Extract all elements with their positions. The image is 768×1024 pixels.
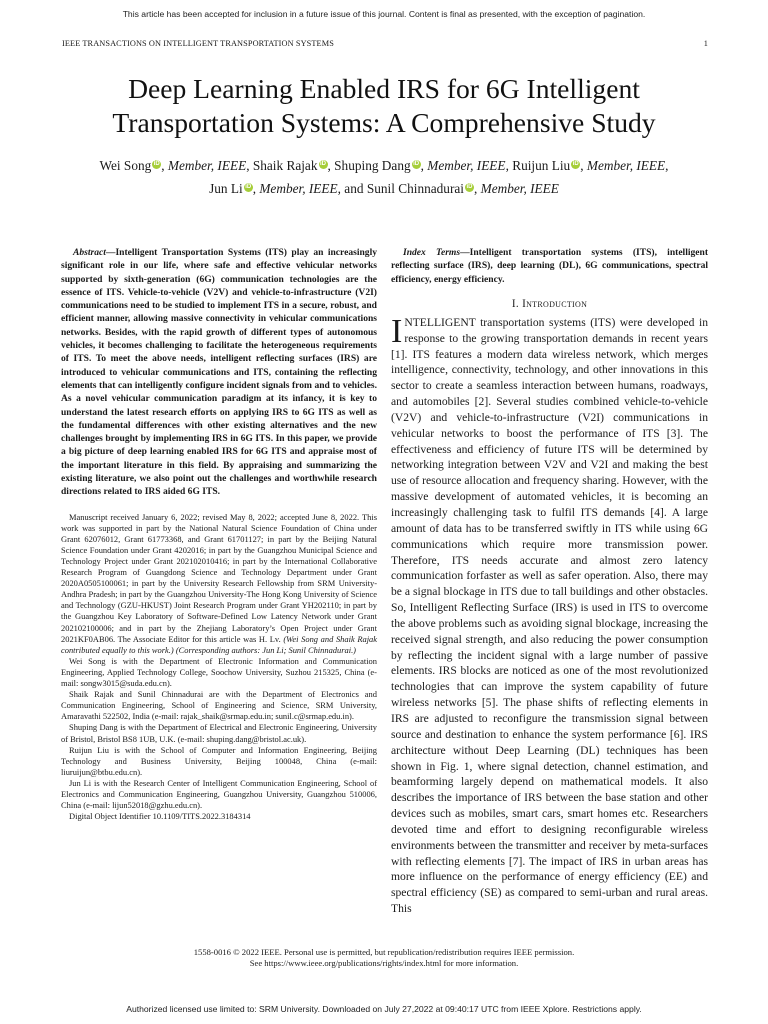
abstract-text: Intelligent Transportation Systems (ITS) play an increasingly significant role in our life, where safe and effective vehicular networks supported by sixth-generation (6G) communication technologies are the essence of ITS. Vehicle-to-vehicle (V2V) and vehicle-to-infrastructure (V2I) communications need to be studied to implement ITS in a secure, robust, and efficient manner, allowing massive connectivity in vehicular communications networks. Besides, with the rapid growth of different types of autonomous vehicles, it becomes challenging to facilitate the heterogeneous requirements of ITS. To meet the above needs, intelligent reflecting surfaces (IRS) are introduced to vehicular communications and ITS, containing the reflecting elements that can intelligently configure incident signals from and to vehicles. As a novel vehicular communication paradigm at its infancy, it is key to understand the latest research efforts on applying IRS to 6G ITS as well as the fundamental differences with other existing alternatives and the new challenges brought by implementing IRS in 6G ITS. In this paper, we provide a big picture of deep learning enabled IRS for 6G ITS and appraise most of the important literature in this field. By appraising and summarizing the existing literature, we also point out the challenges and worthwhile research directions related to IRS aided 6G ITS. — [61, 247, 377, 498]
journal-name: IEEE TRANSACTIONS ON INTELLIGENT TRANSPORTATION SYSTEMS — [62, 39, 334, 48]
affiliation-song: Wei Song is with the Department of Electronic Information and Communication Engineering, Applied Technology College, Soochow University, Suzhou 215325, China (e-mail: songw3015@suda.edu.cn). — [61, 655, 377, 689]
manuscript-text: Manuscript received January 6, 2022; revised May 8, 2022; accepted June 8, 2022. This work was supported in part by the National Natural Science Foundation of China under Grant 62076012, Grant 61773368, and Grant 61701127; in part by the Beijing Natural Science Foundation under Grant 4202016; in part by the Guangzhou Municipal Science and Technology Project under Grant 202102010416; in part by the International Collaborative Research Program of Guangdong Science and Technology Department under Grant 2020A0505100061; in part by the University Research Fellowship from SRM University-Andhra Pradesh; in part by the Guangzhou University-The Hong Kong University of Science and Technology (GZU-HKUST) Joint Research Program under Grant YH202110; in part by the Guangzhou Key Laboratory of Software-Defined Low Latency Network under Grant 202102100006; and in part by the Zhejiang Laboratory’s Open Project under Grant 2021KF0AB06. The Associate Editor for this article was H. Lv. — [61, 511, 377, 644]
section-title: Introduction — [522, 297, 588, 310]
affiliation-li: Jun Li is with the Research Center of Intelligent Communication Engineering, School of Electronics and Communication Engineering, Guangzhou University, Guangzhou 510006, China (e-mail: lijun52018@gzhu.edu.cn). — [61, 777, 377, 811]
index-terms-text: Intelligent transportation systems (ITS), intelligent reflecting surface (IRS), deep learning (DL), 6G communications, spectral efficiency, energy efficiency. — [391, 247, 709, 285]
author-name: Shuping Dang — [334, 158, 411, 173]
author-affiliation: Member, IEEE — [586, 158, 666, 173]
index-terms-label: Index Terms — [403, 247, 461, 258]
orcid-icon[interactable]: iD — [466, 183, 473, 190]
page-number: 1 — [703, 39, 708, 48]
acceptance-notice: This article has been accepted for inclusion in a future issue of this journal. Content is final as presented, with the exception of pagination. — [122, 9, 646, 19]
index-terms: Index Terms—Intelligent transportation systems (ITS), intelligent reflecting surface (IRS), deep learning (DL), 6G communications, spectral efficiency, energy efficiency. — [391, 247, 709, 285]
title-line-1: Deep Learning Enabled IRS for 6G Intelligent — [128, 73, 640, 104]
abstract: Abstract—Intelligent Transportation Systems (ITS) play an increasingly significant role in our life, where safe and effective vehicular networks supported by sixth-generation (6G) communication technologies are the essence of ITS. Vehicle-to-vehicle (V2V) and vehicle-to-infrastructure (V2I) communications need to be studied to implement ITS in a secure, robust, and efficient manner, allowing massive connectivity in vehicular communications networks. Besides, with the rapid growth of different types of autonomous vehicles, it becomes challenging to facilitate the heterogeneous requirements of ITS. To meet the above needs, intelligent reflecting surfaces (IRS) are introduced to vehicular communications and ITS, containing the reflecting elements that can intelligently configure incident signals from and to vehicles. As a novel vehicular communication paradigm at its infancy, it is key to understand the latest research efforts on applying IRS to 6G ITS as well as the fundamental differences with other existing alternatives and the new challenges brought by implementing IRS in 6G ITS. In this paper, we provide a big picture of deep learning enabled IRS for 6G ITS and appraise most of the important literature in this field. By appraising and summarizing the existing literature, we also point out the challenges and worthwhile research directions related to IRS aided 6G ITS. — [61, 247, 377, 498]
affiliation-rajak: Shaik Rajak and Sunil Chinnadurai are with the Department of Electronics and Communication Engineering, School of Engineering and Science, SRM University, Amaravathi 522502, India (e-mail: rajak_shaik@srmap.edu.in; sunil.c@srmap.edu.in). — [61, 689, 377, 722]
manuscript-italic-note: (Wei Song and Shaik Rajak contributed equally to this work.) (Corresponding authors: Jun Li; Sunil Chinnadurai.) — [61, 633, 378, 655]
copyright-line-1: 1558-0016 © 2022 IEEE. Personal use is permitted, but republication/redistribution requires IEEE permission. — [193, 947, 575, 957]
copyright-line-2[interactable]: See https://www.ieee.org/publications/rights/index.html for more information. — [249, 958, 519, 968]
introduction-paragraph — [391, 312, 708, 917]
drop-cap: I — [391, 312, 403, 350]
left-column — [61, 246, 377, 822]
license-notice: Authorized licensed use limited to: SRM University. Downloaded on July 27,2022 at 09:40:17 UTC from IEEE Xplore. Restrictions apply. — [126, 1004, 642, 1014]
author-name: Wei Song — [99, 158, 152, 173]
abstract-label: Abstract — [73, 247, 106, 258]
author-list: Wei Song iD , Member, IEEE, Shaik Rajak iD , Shuping Dang iD , Member, IEEE, Ruijun Liu iD , Member, IEEE, Jun Li iD , Member, IEEE, and Sunil Chinnadurai iD , Member, IEEE — [99, 158, 669, 196]
footnotes — [61, 512, 377, 823]
author-affiliation: Member, IEEE — [427, 158, 506, 173]
manuscript-note — [61, 512, 377, 656]
running-head — [62, 39, 708, 48]
orcid-icon[interactable]: iD — [245, 183, 252, 190]
orcid-icon[interactable]: iD — [572, 160, 579, 167]
doi[interactable]: Digital Object Identifier 10.1109/TITS.2022.3184314 — [69, 811, 251, 822]
paper-title — [40, 72, 728, 140]
author-name: Shaik Rajak — [252, 158, 318, 173]
author-name: Ruijun Liu — [512, 158, 571, 173]
orcid-icon[interactable]: iD — [413, 160, 420, 167]
introduction-text: NTELLIGENT transportation systems (ITS) were developed in response to the growing transportation demands in recent years [1]. ITS features a modern data wireless network, which merges intelligence, connectivity, technology, and other innovations in this sector to create a seamless interaction between humans, roadways, and automobiles [2]. Several studies combined vehicle-to-vehicle (V2V) and vehicle-to-infrastructure (V2I) communications in vehicular networks to boost the performance of ITS [3]. The effectiveness and efficiency of future ITS will be determined by networking integration between V2V and V2I and making the best use of resource allocation and frequency sharing. However, with the massive development of automated vehicles, it is becoming an increasingly challenging task to fulfil ITS demands [4]. A large amount of data has to be transferred swiftly in ITS while using 6G communications which require more transmission power. Therefore, ITS needs accurate and almost zero latency communication forfaster as well as safer operation. Also, there may be a signal blockage in ITS due to tall buildings and other obstacles. So, Intelligent Reflecting Surface (IRS) is used in ITS to overcome the above problems such as avoiding signal blockage, increasing the received signal strength, and also reducing the power consumption by reflecting the incident signal with a large number of passive elements. IRS blocks are noticed as one of the most revolutionized technologies that can improve the system capability of future wireless networks [5]. The phase shifts of reflecting elements in IRS are adjusted to reconfigure the transmission signal between source and destination to enhance the system performance [6]. IRS architecture without Deep Learning (DL) techniques has been shown in Fig. 1, where signal detection, channel estimation, and beamforming largely depend on mathematical models. It also describes the importance of IRS between the base station and other devices such as mobiles, smart cars, smart homes etc. Researchers devoted time and effort to designing reconfigurable wireless environments between the transmitter and receiver by meta-surfaces with reflecting elements [7]. The impact of IRS in urban areas has more influence on the performance of energy efficiency (EE) and spectral efficiency (SE) as compared to semi-urban and rural areas. This — [391, 315, 708, 916]
orcid-icon[interactable]: iD — [320, 160, 326, 167]
copyright-notice — [60, 947, 708, 969]
author-affiliation: Member, IEEE — [480, 181, 559, 196]
author-conjunction: and — [344, 181, 364, 196]
author-name: Sunil Chinnadurai — [366, 181, 464, 196]
affiliation-dang: Shuping Dang is with the Department of Electrical and Electronic Engineering, University of Bristol, Bristol BS8 1UB, U.K. (e-mail: shuping.dang@bristol.ac.uk). — [61, 722, 377, 744]
affiliation-liu: Ruijun Liu is with the School of Computer and Information Engineering, Beijing Technology and Business University, Beijing 100048, China (e-mail: liuruijun@btbu.edu.cn). — [61, 744, 377, 777]
author-affiliation: Member, IEEE — [259, 181, 338, 196]
author-affiliation: Member, IEEE — [167, 158, 247, 173]
right-column — [391, 246, 708, 917]
orcid-icon[interactable]: iD — [153, 160, 160, 167]
section-number: I. — [511, 297, 519, 310]
title-line-2: Transportation Systems: A Comprehensive Study — [112, 107, 656, 138]
author-name: Jun Li — [209, 181, 243, 196]
section-heading — [391, 298, 708, 310]
